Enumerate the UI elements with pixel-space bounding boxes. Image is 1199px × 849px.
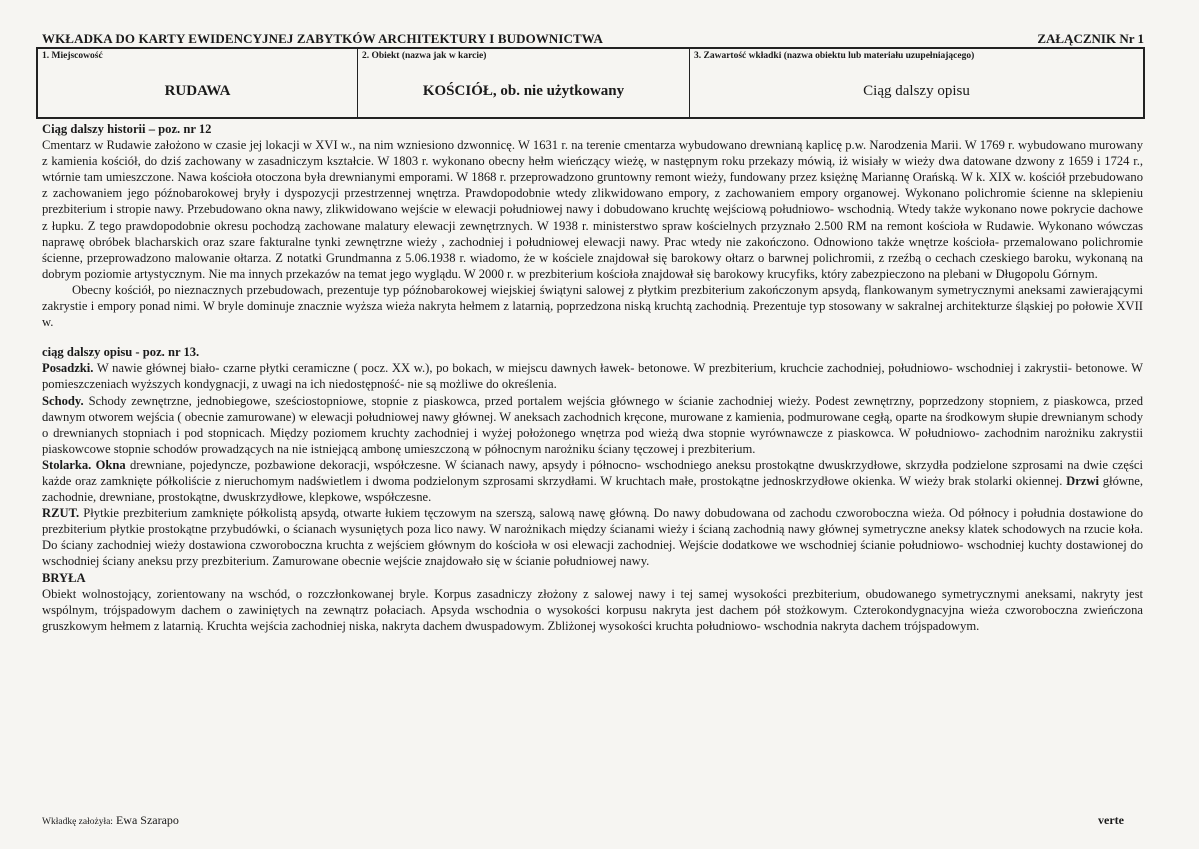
mass-paragraph: Obiekt wolnostojący, zorientowany na wschód, o rozczłonkowanej bryle. Korpus zasadniczy złożony z salowej nawy i tej samej wysokości prezbiterium, obudowanego symetrycznymi aneksami, nakryty jest wspólnym, trójspadowym dachem o zawiniętych na zewnątrz połaciach. Apsyda wschodnia o wysokości korpusu nakryta jest dachem pół stożkowym. Czterokondygnacyjna wieża czworoboczna zwieńczona gruszkowym hełmem z latarnią. Kruchta wejścia zachodniej niska, nakryta dachem dwuspadowym. Zbliżonej wysokości kruchta południowo- wschodnia nakryta dachem trójspadowym. — [42, 586, 1143, 633]
doors-label: Drzwi — [1066, 473, 1100, 488]
joinery-paragraph — [42, 457, 1143, 505]
field-content — [690, 49, 1143, 117]
history-heading: Ciąg dalszy historii – poz. nr 12 — [42, 122, 212, 136]
floors-text: W nawie głównej biało- czarne płytki ceramiczne ( pocz. XX w.), po bokach, w miejscu dawnych ławek- betonowe. W prezbiterium, kruchcie zachodniej, południowo- wschodniej i zakrystii- betonowe. W pomieszczeniach wyższych kondygnacji, z uwagi na ich niedostępność- nie są możliwe do określenia. — [42, 361, 1143, 392]
field-label: 1. Miejscowość — [42, 51, 103, 61]
document-title: WKŁADKA DO KARTY EWIDENCYJNEJ ZABYTKÓW ARCHITEKTURY I BUDOWNICTWA — [42, 31, 603, 46]
stairs-paragraph — [42, 393, 1143, 457]
field-object — [358, 49, 690, 117]
floors-label: Posadzki. — [42, 361, 94, 376]
plan-paragraph — [42, 505, 1143, 569]
header-fields-table — [36, 47, 1145, 119]
attachment-number: ZAŁĄCZNIK Nr 1 — [1037, 31, 1144, 46]
field-value: Ciąg dalszy opisu — [863, 83, 970, 99]
plan-text: Płytkie prezbiterium zamknięte półkolistą apsydą, otwarte łukiem tęczowym na szerszą, salową nawę główną. Do nawy dobudowana od zachodu czworoboczna wieża. Od północy i południa dostawione do prezbiterium płytkie prostokątne przybudówki, o ścianach wysuniętych poza lico nawy. W narożnikach między ścianami wieży i ścianą zachodnią nawy głównej symetryczne aneksy klatek schodowych na rzucie koła. Do ściany zachodniej wieży dostawiona czworoboczna kruchta z wejściem głównym do kościoła w osi elewacji zachodniej. Wejście dodatkowe we wschodniej ścianie południowo- wschodniej kuchty dostawionej do wschodniej ściany aneksu przy prezbiterium. Zamurowane obecnie wejście znajdowało się w ścianie południowej nawy. — [42, 506, 1143, 569]
joinery-text: drewniane, pojedyncze, pozbawione dekoracji, współczesne. W ścianach nawy, apsydy i północno- wschodniego aneksu prostokątne dwuskrzydłowe, skrzydła podzielone szprosami na dwie części każde oraz zamknięte półkoliście z nieruchomym nadświetlem i dwoma podzielonym szprosami skrzydłami. W kruchtach małe, prostokątne jednoskrzydłowe okienka. W wieży brak stolarki okiennej. — [42, 457, 1143, 488]
author-name: Ewa Szarapo — [115, 813, 179, 827]
field-locality — [38, 49, 358, 117]
stairs-label: Schody. — [42, 393, 84, 408]
document-body — [42, 121, 1143, 634]
history-paragraph: Cmentarz w Rudawie założono w czasie jej lokacji w XVI w., na nim wzniesiono dzwonnicę. W 1631 r. na terenie cmentarza wybudowano drewnianą kaplicę p.w. Narodzenia Marii. W 1769 r. wybudowano murowany z kamienia kościół, do dziś zachowany w zasadniczym kształcie. W 1803 r. wykonano obecny hełm wieńczący wieżę, w następnym roku przekazy mówią, iż wisiały w wieży dwa datowane dzwony z 1659 i 1724 r., wtórnie tam umieszczone. Nawa kościoła otoczona była drewnianymi emporami. W 1868 r. przeprowadzono gruntowny remont wieży, fundowany przez księżnę Mariannę Orańską. W k. XIX w. kościół przebudowano z zachowaniem jego późnobarokowej bryły i dyspozycji przestrzennej wnętrza. Prawdopodobnie wtedy zlikwidowano empory, z zachowaniem empory organowej. Wykonano polichromie ścienne na sklepieniu prezbiterium i stropie nawy. Przebudowano okna nawy, zlikwidowano wejście w elewacji południowej nawy i dobudowano kruchtę wejściową południowo- wschodnią. Wtedy także wykonano nowe pokrycie dachowe z łupku. Z tego prawdopodobnie okresu pochodzą zachowane malatury elewacji zewnętrznych. W 1938 r. ministerstwo spraw kościelnych przyznało 2.500 RM na remont kościoła w Rudawie. Wykonano wówczas naprawę obróbek blacharskich oraz szare fakturalne tynki zewnętrzne wieży , zachodniej i południowej elewacji nawy. Prac wtedy nie zakończono. Odnowiono także wnętrze kościoła- przemalowano polichromie ścienne, przeprowadzono malowanie ołtarza. Z notatki Grundmanna z 5.06.1938 r. wiadomo, że w kościele znajdował się barokowy ołtarz o barwnej polichromii, z rzeźbą o cechach czeskiego baroku, wykonaną na dobrym poziomie artystycznym. Nie ma innych przekazów na temat jego wyglądu. W 2000 r. w prezbiterium kościoła znajdował się barokowy krucyfiks, który zabezpieczono na plebani w Długopolu Górnym. — [42, 138, 1143, 281]
history-paragraph: Obecny kościół, po nieznacznych przebudowach, prezentuje typ późnobarokowej wiejskiej świątyni salowej z płytkim prezbiterium zakończonym apsydą, flankowanym symetrycznymi aneksami zawierającymi zakrystie i empory ponad nimi. W bryle dominuje znacznie wyższa wieża nakryta hełmem z latarnią, poprzedzona niską kruchtą zachodnią. Prezentuje typ stosowany w sakralnej architekturze śląskiej po połowie XVII w. — [42, 282, 1143, 330]
field-value: KOŚCIÓŁ, ob. nie użytkowany — [422, 83, 625, 99]
field-value: RUDAWA — [164, 83, 231, 99]
joinery-label: Stolarka. Okna — [42, 457, 126, 472]
stairs-text: Schody zewnętrzne, jednobiegowe, sześciostopniowe, stopnie z piaskowca, przed portalem wejścia głównego w ścianie zachodniej wieży. Podest zewnętrzny, poprzedzony stopniem, z piaskowca, przed dawnym otworem wejścia ( obecnie zamurowane) w elewacji południowej nawy głównej. W aneksach zachodnich kręcone, murowane z kamienia, podmurowane cegłą, oparte na środkowym słupie drewnianym schody o drewnianych stopniach i pod stopnicach. Między poziomem kruchty zachodniej i wyżej położonego wnętrza pod wieżą dwa stopnie wyrównawcze z piaskowca. W południowo- zachodnim narożniku zakrystii piaskowcowe stopnie schodów prowadzących na nie istniejącą ambonę umieszczoną w północnym narożniku ściany tęczowej i prezbiterium. — [42, 393, 1143, 456]
mass-label: BRYŁA — [42, 570, 86, 585]
author-label: Wkładkę założyła: — [42, 817, 113, 827]
plan-label: RZUT. — [42, 506, 80, 521]
doors-text: główne, zachodnie, drewniane, prostokątne, dwuskrzydłowe, klepkowe, współczesne. — [42, 473, 1143, 505]
field-label: 2. Obiekt (nazwa jak w karcie) — [362, 51, 487, 61]
author-line — [42, 813, 179, 828]
floors-paragraph — [42, 360, 1143, 392]
description-heading: ciąg dalszy opisu - poz. nr 13. — [42, 345, 200, 360]
field-label: 3. Zawartość wkładki (nazwa obiektu lub materiału uzupełniającego) — [694, 51, 975, 61]
verte-label: verte — [1098, 813, 1124, 827]
